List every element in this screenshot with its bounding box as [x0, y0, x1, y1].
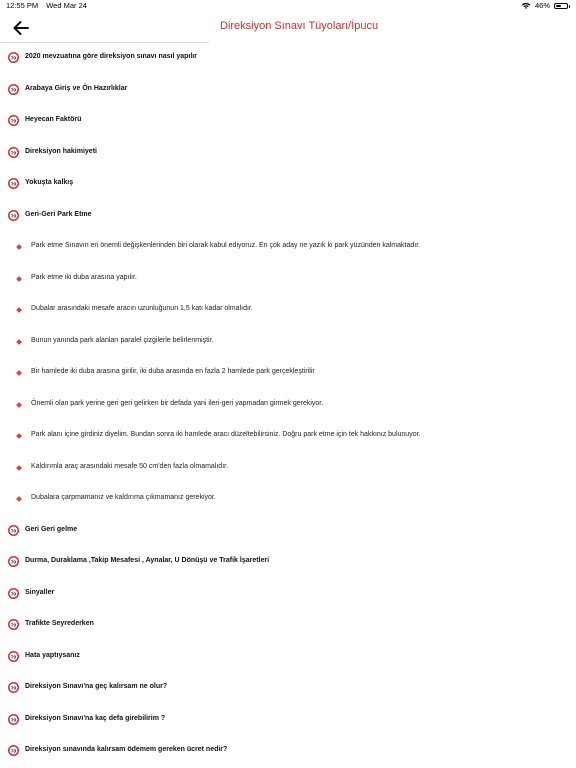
heading-label: Geri Geri gelme	[25, 525, 78, 533]
page-title: Direksiyon Sınavı Tüyoları/İpucu	[220, 20, 379, 32]
heading-label: Direksiyon sınavında kalırsam ödemem gereken ücret nedir?	[25, 746, 228, 753]
badge-text: 70	[10, 560, 17, 566]
diamond-bullet-icon	[16, 370, 22, 376]
bullet-label: Bir hamlede iki duba arasına girilir, iki duba arasında en fazla 2 hamlede park gerçekleştirilir	[31, 368, 315, 375]
list-item-bullet	[0, 421, 576, 453]
badge-text: 70	[10, 87, 17, 93]
list-item-heading[interactable]	[0, 43, 576, 75]
badge-text: 70	[10, 56, 17, 62]
wifi-icon	[521, 2, 531, 10]
badge-text: 70	[10, 623, 17, 629]
badge-text: 70	[10, 654, 17, 660]
tips-list	[0, 43, 576, 768]
list-item-heading[interactable]	[0, 169, 576, 201]
speed-limit-70-icon	[8, 525, 19, 536]
speed-limit-70-icon	[8, 682, 19, 693]
list-item-heading[interactable]	[0, 547, 576, 579]
bullet-label: Dubalara çarpmamanız ve kaldırıma çıkmamanız gerekiyor.	[31, 494, 216, 501]
status-date: Wed Mar 24	[46, 1, 87, 10]
speed-limit-70-icon	[8, 147, 19, 158]
badge-text: 70	[10, 213, 17, 219]
badge-text: 70	[10, 717, 17, 723]
list-item-heading[interactable]	[0, 705, 576, 737]
diamond-bullet-icon	[16, 465, 22, 471]
list-item-bullet	[0, 453, 576, 485]
list-item-bullet	[0, 484, 576, 516]
list-item-heading[interactable]	[0, 579, 576, 611]
battery-icon	[554, 3, 568, 9]
diamond-bullet-icon	[16, 244, 22, 250]
speed-limit-70-icon	[8, 556, 19, 567]
heading-label: Trafikte Seyrederken	[25, 620, 94, 627]
list-item-bullet	[0, 390, 576, 422]
list-item-heading[interactable]	[0, 516, 576, 548]
diamond-bullet-icon	[16, 433, 22, 439]
heading-label: Direksiyon Sınavı'na kaç defa girebilirim ?	[25, 714, 166, 722]
bullet-label: Park etme iki duba arasına yapılır.	[31, 273, 137, 281]
speed-limit-70-icon	[8, 745, 19, 756]
badge-text: 70	[10, 182, 17, 188]
list-item-heading[interactable]	[0, 75, 576, 107]
speed-limit-70-icon	[8, 115, 19, 126]
status-bar	[0, 0, 576, 13]
badge-text: 70	[10, 119, 17, 125]
diamond-bullet-icon	[16, 339, 22, 345]
battery-percent: 46%	[534, 1, 550, 10]
diamond-bullet-icon	[16, 307, 22, 313]
list-item-heading[interactable]	[0, 673, 576, 705]
list-item-bullet	[0, 264, 576, 296]
list-item-bullet	[0, 232, 576, 264]
speed-limit-70-icon	[8, 178, 19, 189]
badge-text: 70	[10, 686, 17, 692]
back-button[interactable]	[8, 15, 34, 41]
badge-text: 70	[10, 528, 17, 534]
speed-limit-70-icon	[8, 651, 19, 662]
bullet-label: Kaldırımla araç arasındaki mesafe 50 cm'den fazla olmamalıdır.	[31, 462, 229, 470]
bullet-label: Bunun yanında park alanları paralel çizgilerle belirlenmiştir.	[31, 336, 214, 344]
list-item-heading[interactable]	[0, 138, 576, 170]
battery-level	[556, 5, 561, 7]
badge-text: 70	[10, 150, 17, 156]
speed-limit-70-icon	[8, 210, 19, 221]
bullet-label: Dubalar arasındaki mesafe aracın uzunluğunun 1,5 katı kadar olmalıdır.	[31, 305, 253, 312]
list-item-heading[interactable]	[0, 610, 576, 642]
status-left	[6, 1, 93, 10]
heading-label: Direksiyon Sınavı'na geç kalırsam ne olur?	[25, 683, 168, 690]
list-item-heading[interactable]	[0, 201, 576, 233]
arrow-left-icon	[12, 20, 30, 36]
heading-label: Sinyaller	[25, 588, 55, 596]
speed-limit-70-icon	[8, 588, 19, 599]
badge-text: 70	[10, 749, 17, 755]
status-right	[521, 1, 568, 10]
bullet-label: Önemli olan park yerine geri geri gelirken bir defada yani ileri-geri yapmadan girmek gerekiyor.	[31, 399, 324, 407]
heading-label: Heyecan Faktörü	[25, 116, 82, 123]
heading-label: Geri-Geri Park Etme	[25, 210, 92, 218]
list-item-bullet	[0, 327, 576, 359]
list-item-heading[interactable]	[0, 736, 576, 768]
list-item-heading[interactable]	[0, 642, 576, 674]
speed-limit-70-icon	[8, 84, 19, 95]
heading-label: 2020 mevzuatına göre direksiyon sınavı nasıl yapılır	[25, 53, 197, 60]
list-item-bullet	[0, 358, 576, 390]
diamond-bullet-icon	[16, 402, 22, 408]
heading-label: Durma, Duraklama ,Takip Mesafesi , Aynalar, U Dönüşü ve Trafik İşaretleri	[25, 557, 270, 564]
list-item-bullet	[0, 295, 576, 327]
bullet-label: Park etme Sınavın en önemli değişkenlerinden biri olarak kabul ediyoruz. En çok aday ne yazık ki park yüzünden kalmaktadır.	[31, 242, 421, 249]
list-item-heading[interactable]	[0, 106, 576, 138]
speed-limit-70-icon	[8, 714, 19, 725]
heading-label: Arabaya Giriş ve Ön Hazırlıklar	[25, 84, 128, 92]
speed-limit-70-icon	[8, 52, 19, 63]
status-time: 12:55 PM	[6, 1, 39, 10]
diamond-bullet-icon	[16, 496, 22, 502]
bullet-label: Park alanı içine girdiniz diyelim. Bundan sonra iki hamlede aracı düzeltebilirsiniz. Doğru park etme için tek hakkınız bulunuyor.	[31, 431, 421, 438]
navigation-bar	[0, 13, 576, 43]
speed-limit-70-icon	[8, 619, 19, 630]
heading-label: Hata yaptıysanız	[25, 651, 80, 659]
badge-text: 70	[10, 591, 17, 597]
heading-label: Yokuşta kalkış	[25, 179, 74, 186]
diamond-bullet-icon	[16, 276, 22, 282]
heading-label: Direksiyon hakimiyeti	[25, 147, 97, 155]
